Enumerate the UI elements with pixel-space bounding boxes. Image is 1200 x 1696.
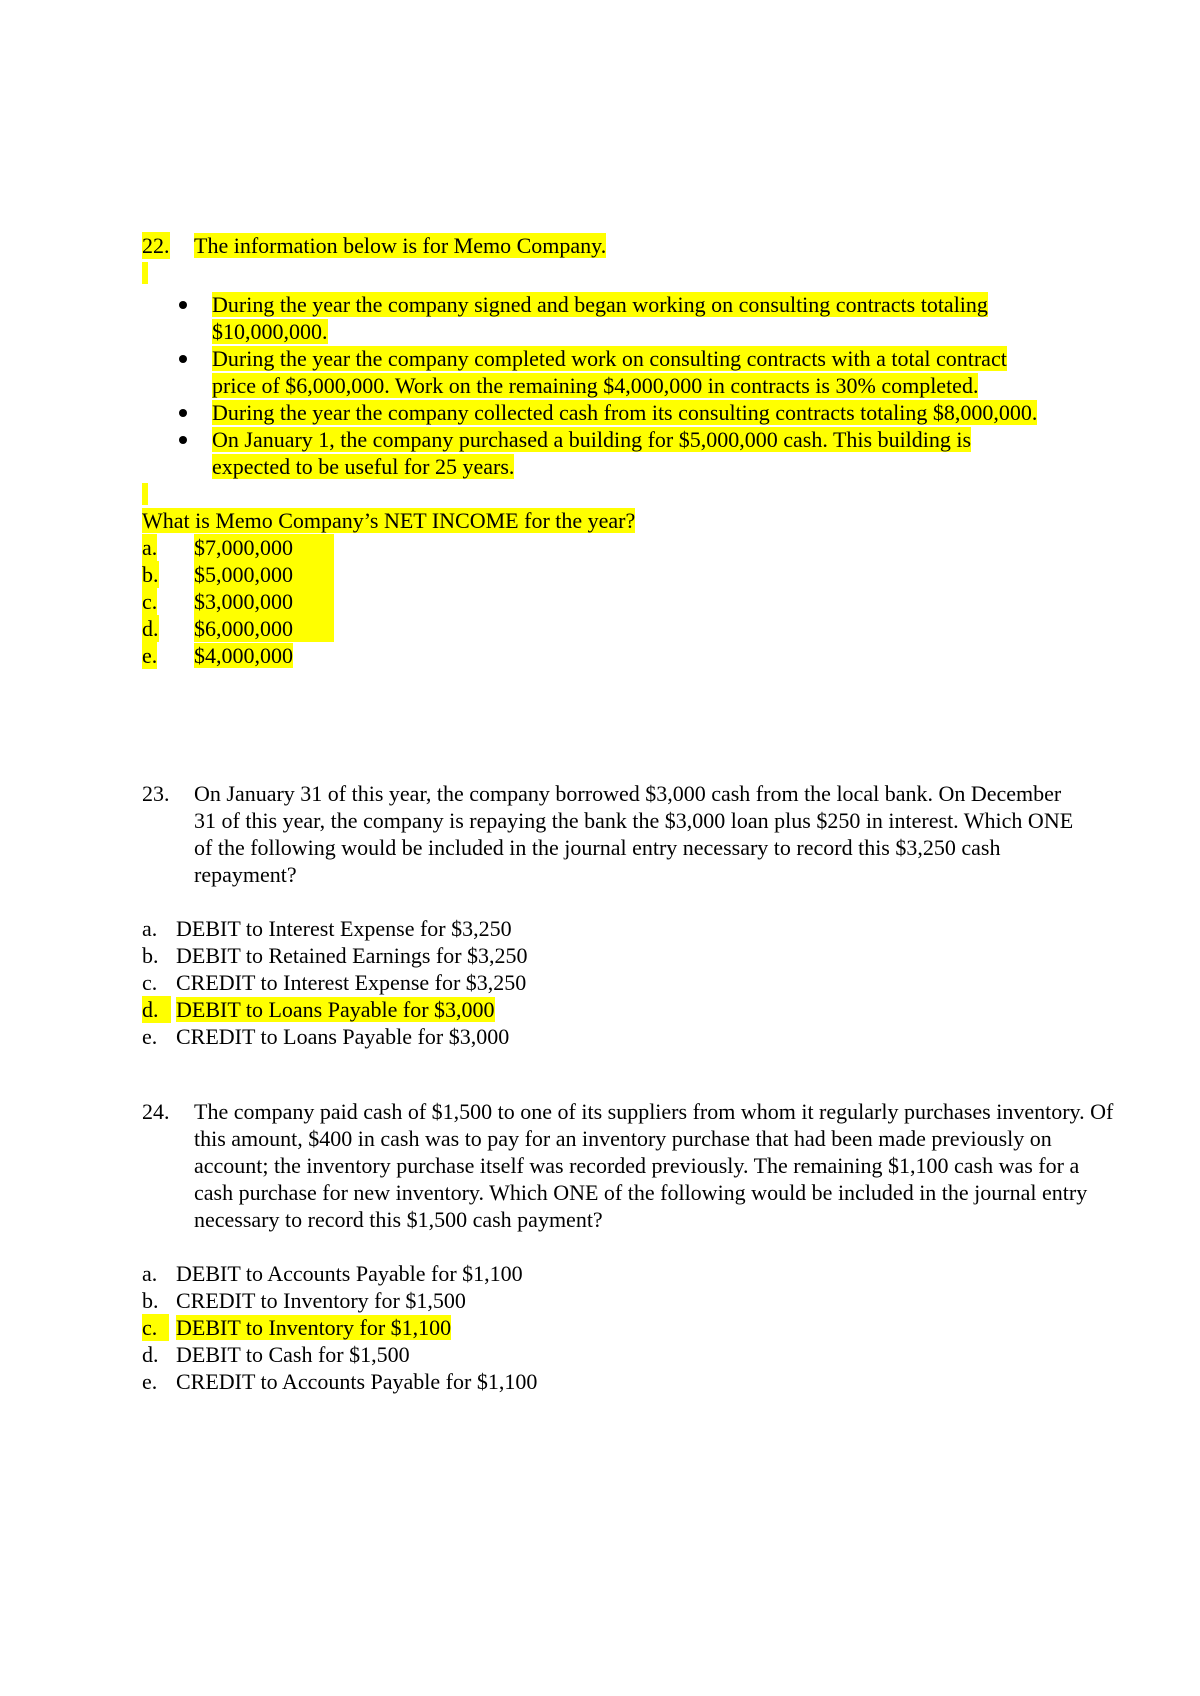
option-letter: c. <box>142 970 158 995</box>
bullet-text: During the year the company signed and began working on consulting contracts totaling $10,000,000. <box>212 292 988 344</box>
bullet-icon <box>179 436 187 444</box>
option-e[interactable] <box>142 1023 1062 1050</box>
question-24 <box>142 1098 1114 1395</box>
option-c-highlighted[interactable] <box>142 1314 1062 1341</box>
option-c[interactable] <box>142 969 1062 996</box>
bullet-text: During the year the company completed work on consulting contracts with a total contract price of $6,000,000. Work on the remaining $4,000,000 in contracts is 30% completed. <box>212 346 1007 398</box>
options-list <box>142 1260 1062 1395</box>
question-prompt: What is Memo Company’s NET INCOME for the year? <box>142 508 636 533</box>
option-text: DEBIT to Accounts Payable for $1,100 <box>176 1261 523 1286</box>
option-a[interactable] <box>142 1260 1062 1287</box>
option-letter: b. <box>142 562 159 587</box>
option-letter: e. <box>142 1024 158 1049</box>
options-list <box>142 915 1062 1050</box>
option-c[interactable] <box>142 588 1062 615</box>
bullet-item <box>142 426 1052 480</box>
option-text: $3,000,000 <box>194 588 334 615</box>
bullet-item <box>142 399 1052 426</box>
option-letter: c. <box>142 589 158 614</box>
bullet-icon <box>179 355 187 363</box>
option-text: CREDIT to Accounts Payable for $1,100 <box>176 1369 538 1394</box>
option-text: CREDIT to Loans Payable for $3,000 <box>176 1024 510 1049</box>
option-text: CREDIT to Inventory for $1,500 <box>176 1288 466 1313</box>
bullet-item <box>142 345 1052 399</box>
option-a[interactable] <box>142 915 1062 942</box>
option-letter: c. <box>142 1314 169 1341</box>
option-letter: b. <box>142 1288 159 1313</box>
option-letter: d. <box>142 996 171 1023</box>
bullet-list <box>142 291 1052 480</box>
option-letter: d. <box>142 1342 159 1367</box>
question-text: The company paid cash of $1,500 to one of its suppliers from whom it regularly purchases inventory. Of this amount, $400 in cash was to pay for an inventory purchase that had been made previously on account; the inventory purchase itself was recorded previously. The remaining $1,100 cash was for a cash purchase for new inventory. Which ONE of the following would be included in the journal entry necessary to record this $1,500 cash payment? <box>194 1099 1114 1232</box>
option-letter: a. <box>142 1261 158 1286</box>
option-d-highlighted[interactable] <box>142 996 1062 1023</box>
option-text: DEBIT to Cash for $1,500 <box>176 1342 410 1367</box>
question-number: 24. <box>142 1099 170 1124</box>
highlight-marker <box>142 262 148 284</box>
option-letter: e. <box>142 1369 158 1394</box>
question-number: 23. <box>142 781 170 806</box>
option-d[interactable] <box>142 1341 1062 1368</box>
option-text: $7,000,000 <box>194 534 334 561</box>
option-e[interactable] <box>142 642 1062 669</box>
question-text: On January 31 of this year, the company borrowed $3,000 cash from the local bank. On December 31 of this year, the company is repaying the bank the $3,000 loan plus $250 in interest. Which ONE of the following would be included in the journal entry necessary to record this $3,250 cash repayment? <box>194 781 1074 887</box>
option-e[interactable] <box>142 1368 1062 1395</box>
option-text: $4,000,000 <box>194 643 293 668</box>
question-22 <box>142 232 1062 669</box>
option-text: DEBIT to Loans Payable for $3,000 <box>176 997 495 1022</box>
option-b[interactable] <box>142 942 1062 969</box>
highlight-marker <box>142 483 148 505</box>
bullet-text: During the year the company collected cash from its consulting contracts totaling $8,000,000. <box>212 400 1038 425</box>
option-letter: a. <box>142 916 158 941</box>
bullet-text: On January 1, the company purchased a building for $5,000,000 cash. This building is expected to be useful for 25 years. <box>212 427 972 479</box>
option-b[interactable] <box>142 1287 1062 1314</box>
option-text: DEBIT to Interest Expense for $3,250 <box>176 916 512 941</box>
option-a[interactable] <box>142 534 1062 561</box>
option-text: DEBIT to Inventory for $1,100 <box>176 1315 452 1340</box>
question-23 <box>142 780 1074 1050</box>
option-b[interactable] <box>142 561 1062 588</box>
options-list <box>142 534 1062 669</box>
bullet-icon <box>179 301 187 309</box>
question-intro: The information below is for Memo Company. <box>194 233 607 258</box>
option-letter: a. <box>142 535 158 560</box>
option-text: $5,000,000 <box>194 561 334 588</box>
option-d[interactable] <box>142 615 1062 642</box>
question-23-header <box>142 780 1084 888</box>
question-22-header <box>142 232 1062 259</box>
bullet-icon <box>179 409 187 417</box>
option-text: $6,000,000 <box>194 615 334 642</box>
question-number: 22. <box>142 233 170 258</box>
bullet-item <box>142 291 1052 345</box>
option-text: CREDIT to Interest Expense for $3,250 <box>176 970 527 995</box>
option-letter: b. <box>142 943 159 968</box>
option-text: DEBIT to Retained Earnings for $3,250 <box>176 943 528 968</box>
option-letter: e. <box>142 643 158 668</box>
question-24-header <box>142 1098 1119 1233</box>
option-letter: d. <box>142 616 159 641</box>
